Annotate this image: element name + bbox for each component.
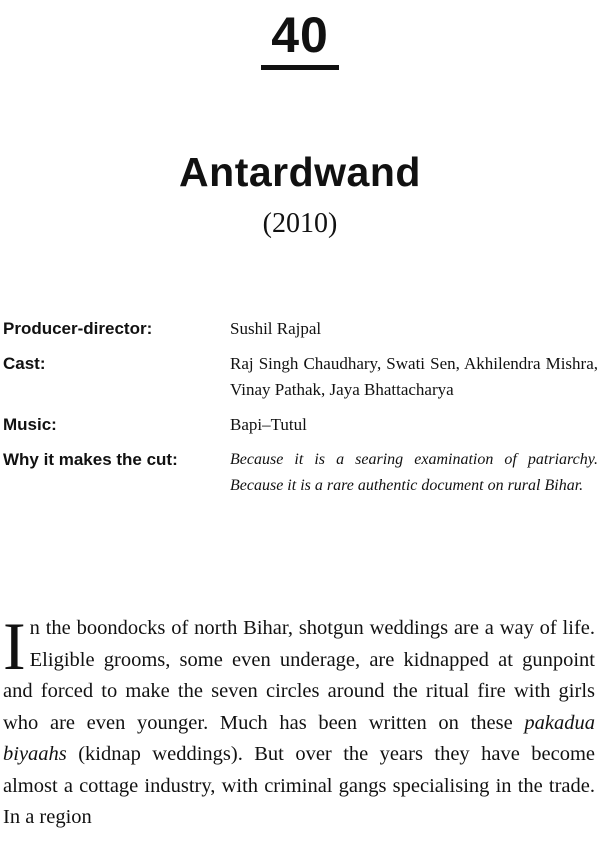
- credit-label: Cast:: [3, 354, 46, 373]
- body-text-part: (kidnap weddings). But over the years they have become almost a cottage industry, with criminal gangs specialising in the trade. In a region: [3, 743, 595, 828]
- credit-label: Why it makes the cut:: [3, 450, 178, 469]
- credit-row-why-it-makes-the-cut: [3, 447, 598, 499]
- credit-label: Producer-director:: [3, 319, 153, 338]
- credit-value: Raj Singh Chaudhary, Swati Sen, Akhilendra Mishra, Vinay Pathak, Jaya Bhattacharya: [230, 354, 598, 399]
- credits-block: [3, 316, 598, 508]
- credit-value: Because it is a searing examination of patriarchy. Because it is a rare authentic document on rural Bihar.: [230, 451, 598, 494]
- credit-row-producer-director: [3, 316, 598, 342]
- drop-cap: I: [3, 608, 26, 684]
- body-paragraph: [3, 608, 595, 834]
- credit-label: Music:: [3, 415, 57, 434]
- chapter-number: 40: [271, 7, 329, 63]
- chapter-number-underline: [261, 65, 339, 70]
- credit-value: Sushil Rajpal: [230, 319, 322, 338]
- film-year: (2010): [262, 208, 338, 239]
- credit-value: Bapi–Tutul: [230, 415, 307, 434]
- credit-row-cast: [3, 351, 598, 403]
- body-text-part: n the boondocks of north Bihar, shotgun weddings are a way of life. Eligible grooms, some even underage, are kidnapped at gunpoint and forced to make the seven circles around the ritual fire with girls who are even younger. Much has been written on these: [3, 617, 595, 734]
- film-title: Antardwand: [179, 149, 421, 195]
- credit-row-music: [3, 412, 598, 438]
- body-emphasis: pakadua biyaahs: [3, 711, 595, 765]
